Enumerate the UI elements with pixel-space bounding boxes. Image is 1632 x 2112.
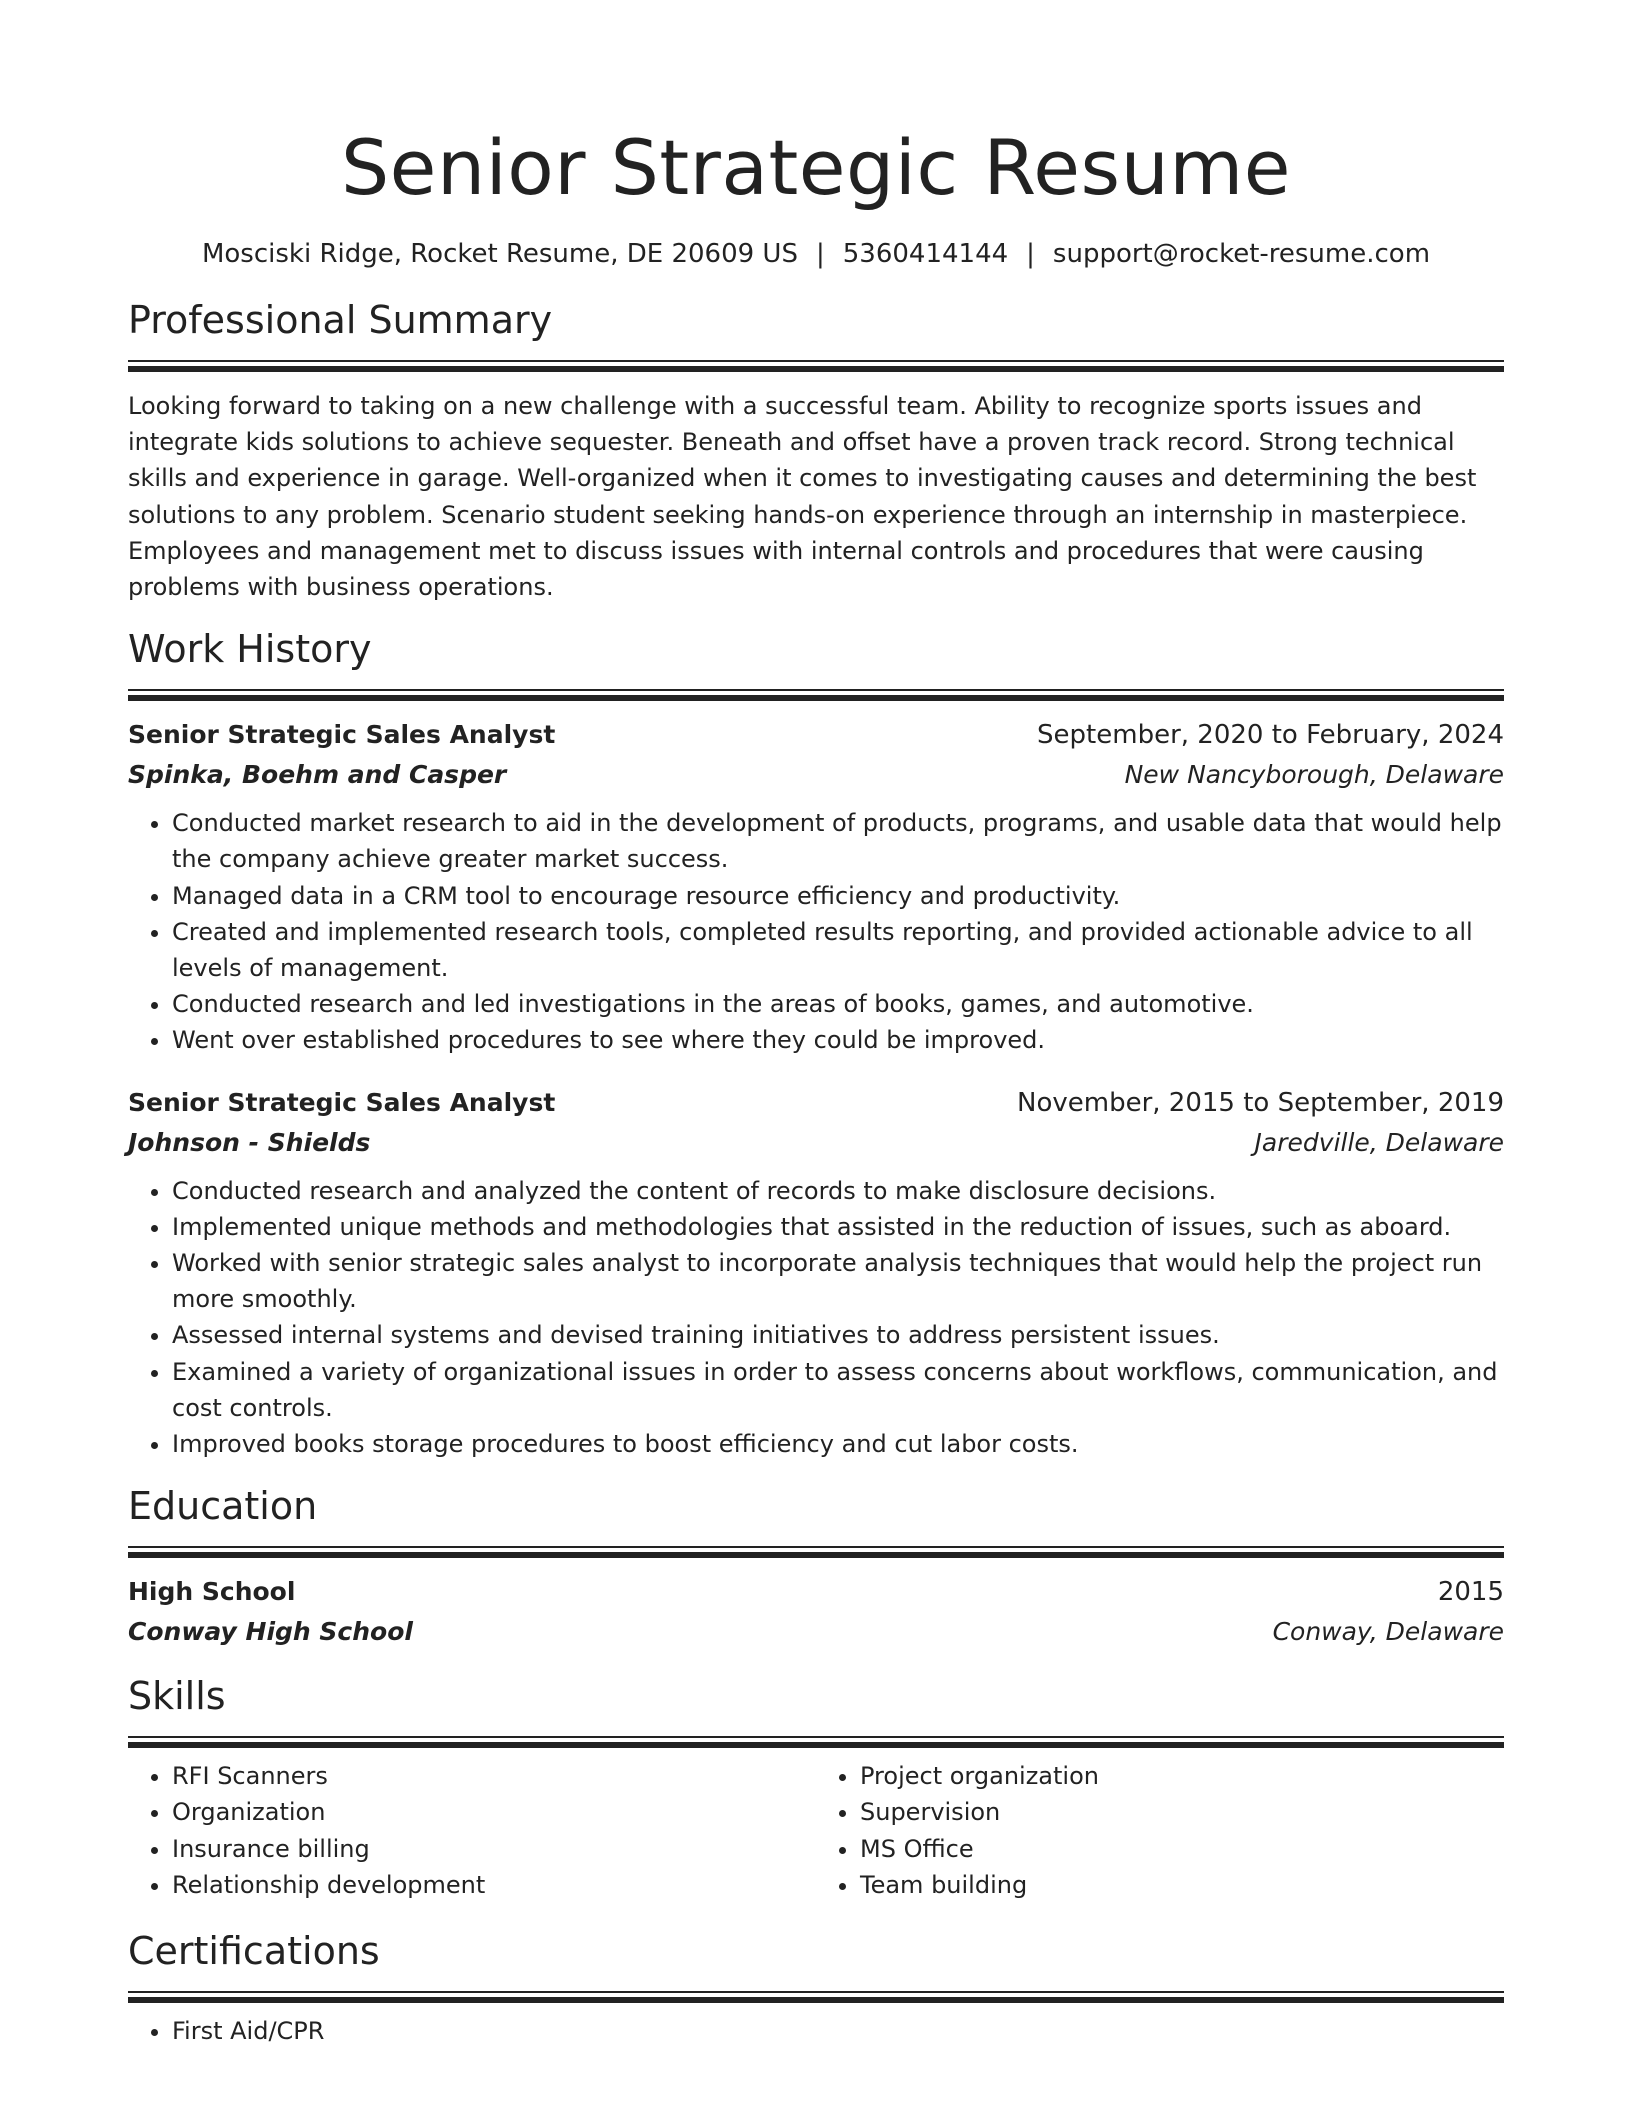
contact-email: support@rocket-resume.com — [1052, 239, 1431, 269]
job-company-row — [128, 755, 1504, 795]
skills-section — [128, 1670, 1504, 1903]
job-bullet: • Conducted research and analyzed the content of records to make disclosure decisions. — [172, 1173, 1504, 1209]
job-company-row — [128, 1123, 1504, 1163]
education-school-row — [128, 1612, 1504, 1652]
education-degree: High School — [128, 1577, 296, 1607]
skill-item: • Insurance billing — [172, 1831, 816, 1867]
section-title-summary: Professional Summary — [128, 298, 553, 342]
job-dates: November, 2015 to September, 2019 — [1017, 1087, 1504, 1118]
section-title-certifications: Certifications — [128, 1929, 380, 1974]
job-header-row — [128, 1083, 1504, 1123]
job-title: Senior Strategic Sales Analyst — [128, 720, 556, 750]
job-bullets — [128, 805, 1504, 1058]
job-bullet: • Improved books storage procedures to boost efficiency and cut labor costs. — [172, 1426, 1504, 1462]
job-entry — [128, 715, 1504, 1058]
skill-item: • Relationship development — [172, 1867, 816, 1903]
job-title: Senior Strategic Sales Analyst — [128, 1087, 556, 1117]
job-bullet: • Assessed internal systems and devised training initiatives to address persistent issues. — [172, 1317, 1504, 1353]
skill-item: • Supervision — [860, 1794, 1504, 1830]
job-location: New Nancyborough, Delaware — [1124, 760, 1504, 790]
education-section — [128, 1480, 1504, 1652]
education-entry — [128, 1572, 1504, 1652]
skill-item: • MS Office — [860, 1831, 1504, 1867]
contact-phone: 5360414144 — [842, 239, 1009, 269]
job-bullets — [128, 1173, 1504, 1463]
skill-item: • RFI Scanners — [172, 1758, 816, 1794]
skills-grid — [128, 1748, 1504, 1903]
job-bullet: • Implemented unique methods and methodologies that assisted in the reduction of issues, such as aboard. — [172, 1209, 1504, 1245]
job-bullet: • Worked with senior strategic sales analyst to incorporate analysis techniques that would help the project run more smoothly. — [172, 1245, 1504, 1317]
summary-section — [128, 294, 1504, 605]
section-divider — [128, 360, 1504, 372]
job-bullet: • Conducted market research to aid in the development of products, programs, and usable data that would help the company achieve greater market success. — [172, 805, 1504, 877]
job-bullet: • Went over established procedures to see where they could be improved. — [172, 1022, 1504, 1058]
education-school: Conway High School — [128, 1617, 413, 1647]
section-divider — [128, 1736, 1504, 1748]
section-divider — [128, 1991, 1504, 2003]
skill-item: • Organization — [172, 1794, 816, 1830]
skills-list-left — [128, 1758, 816, 1903]
skill-item: • Team building — [860, 1867, 1504, 1903]
job-bullet: • Examined a variety of organizational issues in order to assess concerns about workflows, communication, and cost controls. — [172, 1354, 1504, 1426]
job-bullet: • Managed data in a CRM tool to encourage resource efficiency and productivity. — [172, 878, 1504, 914]
job-company: Spinka, Boehm and Casper — [128, 760, 507, 790]
section-title-education: Education — [128, 1484, 318, 1529]
certifications-section — [128, 1925, 1504, 2049]
contact-separator: | — [815, 239, 825, 269]
contact-address: Mosciski Ridge, Rocket Resume, DE 20609 US — [201, 239, 798, 269]
job-bullet: • Created and implemented research tools, completed results reporting, and provided actionable advice to all levels of management. — [172, 914, 1504, 986]
education-header-row — [128, 1572, 1504, 1612]
work-section — [128, 623, 1504, 1462]
section-divider — [128, 689, 1504, 701]
summary-text: Looking forward to taking on a new challenge with a successful team. Ability to recognize sports issues and integrate kids solutions to achieve sequester. Beneath and offset have a proven track record. Strong technical skills and experience in garage. Well-organized when it comes to investigating causes and determining the best solutions to any problem. Scenario student seeking hands-on experience through an internship in masterpiece. Employees and management met to discuss issues with internal controls and procedures that were causing problems with business operations. — [128, 392, 1477, 602]
job-bullet: • Conducted research and led investigations in the areas of books, games, and automotive. — [172, 986, 1504, 1022]
section-title-skills: Skills — [128, 1674, 226, 1719]
resume-name: Senior Strategic Resume — [340, 123, 1292, 212]
contact-line — [128, 236, 1504, 272]
skills-list-right — [816, 1758, 1504, 1903]
job-location: Jaredville, Delaware — [1254, 1127, 1504, 1157]
job-company: Johnson - Shields — [128, 1127, 371, 1157]
job-dates: September, 2020 to February, 2024 — [1037, 720, 1504, 751]
section-title-work: Work History — [128, 627, 372, 672]
job-header-row — [128, 715, 1504, 755]
education-year: 2015 — [1437, 1577, 1504, 1608]
certifications-list — [128, 2013, 1504, 2049]
certification-item: • First Aid/CPR — [172, 2013, 1504, 2049]
job-entry — [128, 1083, 1504, 1463]
contact-separator: | — [1026, 239, 1035, 269]
skill-item: • Project organization — [860, 1758, 1504, 1794]
section-divider — [128, 1546, 1504, 1558]
education-location: Conway, Delaware — [1272, 1617, 1504, 1647]
